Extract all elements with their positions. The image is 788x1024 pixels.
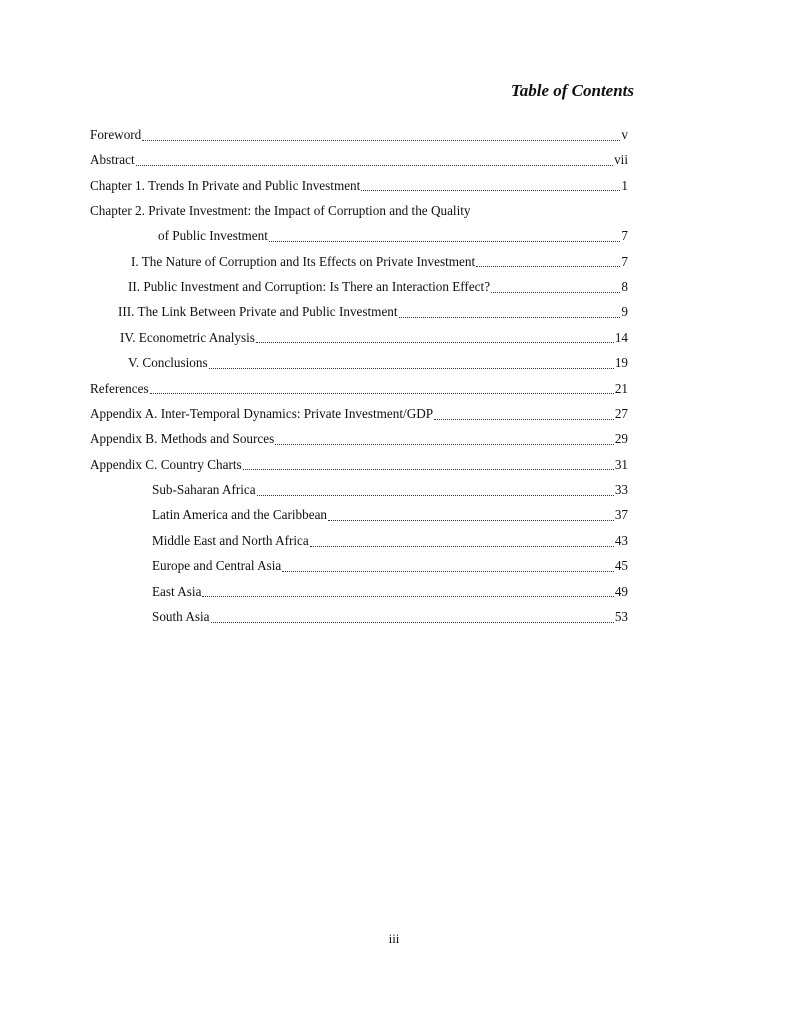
toc-entry-page: 49: [614, 583, 628, 599]
dot-leader: [434, 418, 614, 420]
toc-entry-section-iv: [90, 325, 628, 350]
toc-entry-label: References: [90, 380, 149, 396]
dot-leader: [269, 240, 621, 242]
toc-entry-page: 7: [621, 253, 628, 269]
toc-entry-references: [90, 376, 628, 401]
dot-leader: [243, 468, 614, 470]
dot-leader: [399, 316, 621, 318]
dot-leader: [361, 189, 620, 191]
toc-entry-section-v: [90, 350, 628, 375]
toc-entry-appendix-a: [90, 401, 628, 426]
toc-entry-chapter-2: [90, 198, 628, 223]
toc-entry-label: Abstract: [90, 152, 135, 168]
toc-entry-page: 53: [614, 609, 628, 625]
toc-entry-label: II. Public Investment and Corruption: Is There an Interaction Effect?: [128, 278, 491, 294]
toc-entry-east-asia: [90, 579, 628, 604]
toc-entry-page: 14: [614, 329, 628, 345]
page-number: iii: [388, 931, 400, 946]
toc-entry-page: 43: [614, 532, 628, 548]
dot-leader: [202, 595, 613, 597]
toc-entry-page: 31: [614, 456, 628, 472]
toc-entry-appendix-c: [90, 452, 628, 477]
dot-leader: [491, 291, 620, 293]
toc-entry-south-asia: [90, 604, 628, 629]
toc-entry-label: III. The Link Between Private and Public Investment: [118, 304, 398, 320]
table-of-contents: [90, 122, 628, 629]
toc-entry-label: East Asia: [152, 583, 202, 599]
toc-entry-label: IV. Econometric Analysis: [120, 329, 255, 345]
toc-entry-page: 29: [614, 431, 628, 447]
dot-leader: [328, 519, 614, 521]
toc-entry-label: Foreword: [90, 127, 142, 142]
dot-leader: [257, 494, 614, 496]
toc-entry-page: v: [621, 127, 628, 142]
toc-entry-page: 1: [621, 177, 628, 193]
toc-entry-chapter-1: [90, 173, 628, 198]
toc-entry-page: 8: [621, 278, 628, 294]
dot-leader: [310, 545, 614, 547]
toc-entry-europe-central-asia: [90, 553, 628, 578]
toc-entry-page: 27: [614, 405, 628, 421]
toc-entry-latin-america: [90, 502, 628, 527]
toc-entry-page: 37: [614, 507, 628, 523]
toc-entry-label: Appendix B. Methods and Sources: [90, 431, 275, 447]
toc-entry-middle-east: [90, 528, 628, 553]
toc-entry-appendix-b: [90, 426, 628, 451]
toc-entry-foreword: [90, 122, 628, 147]
dot-leader: [275, 443, 614, 445]
toc-entry-label: Middle East and North Africa: [152, 532, 309, 548]
toc-entry-section-ii: [90, 274, 628, 299]
toc-entry-section-i: [90, 249, 628, 274]
dot-leader: [211, 621, 614, 623]
toc-entry-label: Europe and Central Asia: [152, 558, 282, 574]
toc-entry-label: Chapter 1. Trends In Private and Public Investment: [90, 177, 361, 193]
toc-entry-page: 21: [614, 380, 628, 396]
toc-entry-page: vii: [614, 152, 628, 168]
toc-entry-page: 19: [614, 355, 628, 371]
dot-leader: [256, 341, 614, 343]
toc-entry-label: Appendix A. Inter-Temporal Dynamics: Private Investment/GDP: [90, 405, 434, 421]
toc-entry-label: I. The Nature of Corruption and Its Effects on Private Investment: [131, 253, 476, 269]
toc-entry-label: South Asia: [152, 609, 210, 625]
toc-entry-page: 7: [621, 228, 628, 244]
dot-leader: [142, 139, 620, 141]
toc-entry-page: 45: [614, 558, 628, 574]
dot-leader: [282, 570, 614, 572]
toc-entry-abstract: [90, 147, 628, 172]
dot-leader: [136, 164, 613, 166]
toc-entry-page: 33: [614, 482, 628, 498]
toc-entry-label: of Public Investment: [158, 228, 268, 244]
toc-entry-section-iii: [90, 299, 628, 324]
dot-leader: [150, 392, 614, 394]
toc-entry-label: Appendix C. Country Charts: [90, 456, 242, 472]
toc-entry-label: Chapter 2. Private Investment: the Impact of Corruption and the Quality: [90, 203, 471, 219]
toc-entry-label: Sub-Saharan Africa: [152, 482, 256, 498]
toc-entry-label: V. Conclusions: [128, 355, 208, 371]
page-title: Table of Contents: [510, 81, 634, 100]
toc-entry-sub-saharan-africa: [90, 477, 628, 502]
dot-leader: [209, 367, 614, 369]
toc-entry-label: Latin America and the Caribbean: [152, 507, 328, 523]
toc-entry-chapter-2-continued: [90, 223, 628, 248]
dot-leader: [476, 265, 620, 267]
toc-entry-page: 9: [621, 304, 628, 320]
